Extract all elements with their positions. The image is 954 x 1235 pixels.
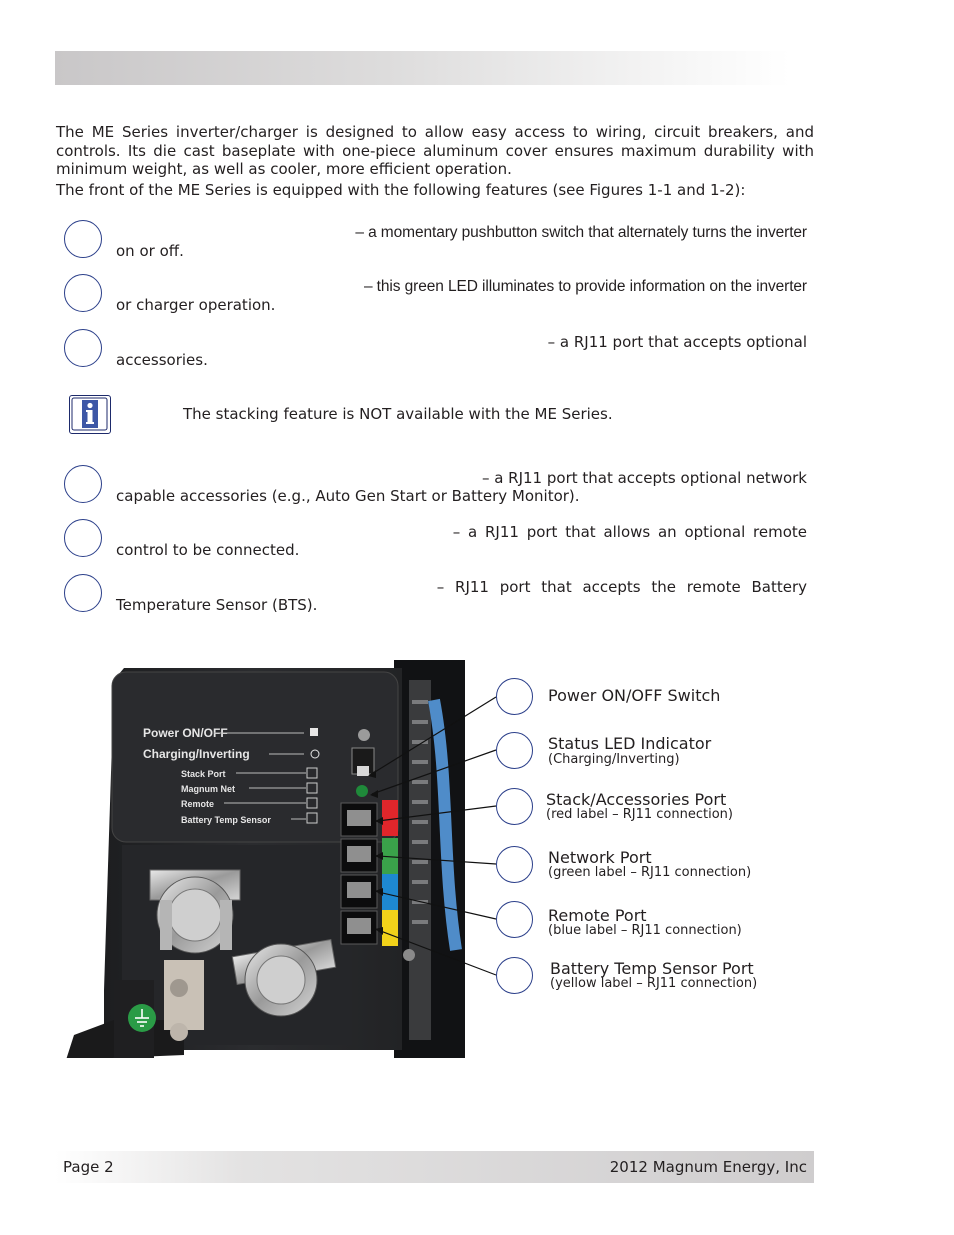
- panel-label-charging: Charging/Inverting: [143, 747, 250, 761]
- feature-number-circle: [64, 329, 102, 367]
- panel-label-remote: Remote: [181, 799, 215, 809]
- feature-number-circle: [64, 274, 102, 312]
- intro-paragraph-2: The front of the ME Series is equipped with the following features (see Figures 1-1 and 1-2):: [56, 181, 746, 199]
- feature-number-circle: [64, 519, 102, 557]
- callout-number-circle: [496, 901, 533, 938]
- callout-number-circle: [496, 678, 533, 715]
- callout-title: Stack/Accessories Port: [546, 790, 727, 809]
- intro-paragraph-1: The ME Series inverter/charger is designed to allow easy access to wiring, circuit breakers, and controls. Its die cast baseplate with one-piece aluminum cover ensures maximum durability with minimum weight, as well as cooler, more efficient operation.: [56, 123, 814, 178]
- port-label-blue: [382, 874, 398, 910]
- callout-subtitle: (green label – RJ11 connection): [548, 865, 752, 880]
- inverter-front-panel-image: [64, 660, 465, 1058]
- callout-title: Power ON/OFF Switch: [548, 686, 721, 705]
- callout-subtitle: (blue label – RJ11 connection): [548, 923, 742, 938]
- callout-subtitle: (Charging/Inverting): [548, 752, 680, 767]
- callout-number-circle: [496, 957, 533, 994]
- callout-title: Remote Port: [548, 906, 647, 925]
- feature-description: – this green LED illuminates to provide information on the inverter: [363, 278, 807, 295]
- callout-title: Status LED Indicator: [548, 734, 712, 753]
- feature-description-cont: Temperature Sensor (BTS).: [116, 596, 318, 614]
- panel-label-power: Power ON/OFF: [143, 726, 228, 740]
- page-number: Page 2: [63, 1158, 114, 1176]
- panel-label-magnum: Magnum Net: [181, 784, 235, 794]
- callout-number-circle: [496, 732, 533, 769]
- feature-description-cont: capable accessories (e.g., Auto Gen Start or Battery Monitor).: [116, 487, 580, 505]
- feature-description: – a RJ11 port that accepts optional network: [481, 469, 807, 487]
- feature-description: – a momentary pushbutton switch that alternately turns the inverter: [355, 224, 807, 241]
- feature-description: – a RJ11 port that accepts optional: [547, 333, 807, 351]
- panel-label-battery: Battery Temp Sensor: [181, 815, 271, 825]
- feature-item-remote-port: [0, 519, 954, 569]
- port-label-yellow: [382, 910, 398, 946]
- feature-item-battery-port: [0, 574, 954, 624]
- footer-copyright: 2012 Magnum Energy, Inc: [609, 1158, 807, 1176]
- port-label-green: [382, 838, 398, 874]
- feature-description-cont: control to be connected.: [116, 541, 300, 559]
- feature-number-circle: [64, 465, 102, 503]
- port-label-red: [382, 800, 398, 836]
- feature-item-status-led: [0, 274, 954, 324]
- callout-title: Network Port: [548, 848, 652, 867]
- feature-item-power-switch: [0, 220, 954, 270]
- callout-number-circle: [496, 788, 533, 825]
- feature-description: – RJ11 port that accepts the remote Battery: [436, 578, 807, 596]
- feature-number-circle: [64, 574, 102, 612]
- feature-description-cont: or charger operation.: [116, 296, 276, 314]
- info-note-text: The stacking feature is NOT available with the ME Series.: [183, 405, 613, 423]
- panel-label-stack: Stack Port: [181, 769, 226, 779]
- conduit-fitting-left: [150, 870, 240, 953]
- feature-description-cont: on or off.: [116, 242, 184, 260]
- header-bar: [55, 51, 790, 85]
- callout-subtitle: (yellow label – RJ11 connection): [550, 976, 758, 991]
- feature-item-stack-port: [0, 329, 954, 379]
- feature-description-cont: accessories.: [116, 351, 208, 369]
- callout-subtitle: (red label – RJ11 connection): [546, 807, 733, 822]
- feature-description: – a RJ11 port that allows an optional remote: [452, 523, 807, 541]
- feature-number-circle: [64, 220, 102, 258]
- callout-number-circle: [496, 846, 533, 883]
- callout-title: Battery Temp Sensor Port: [550, 959, 754, 978]
- feature-item-network-port: [0, 465, 954, 515]
- info-icon: [69, 395, 111, 434]
